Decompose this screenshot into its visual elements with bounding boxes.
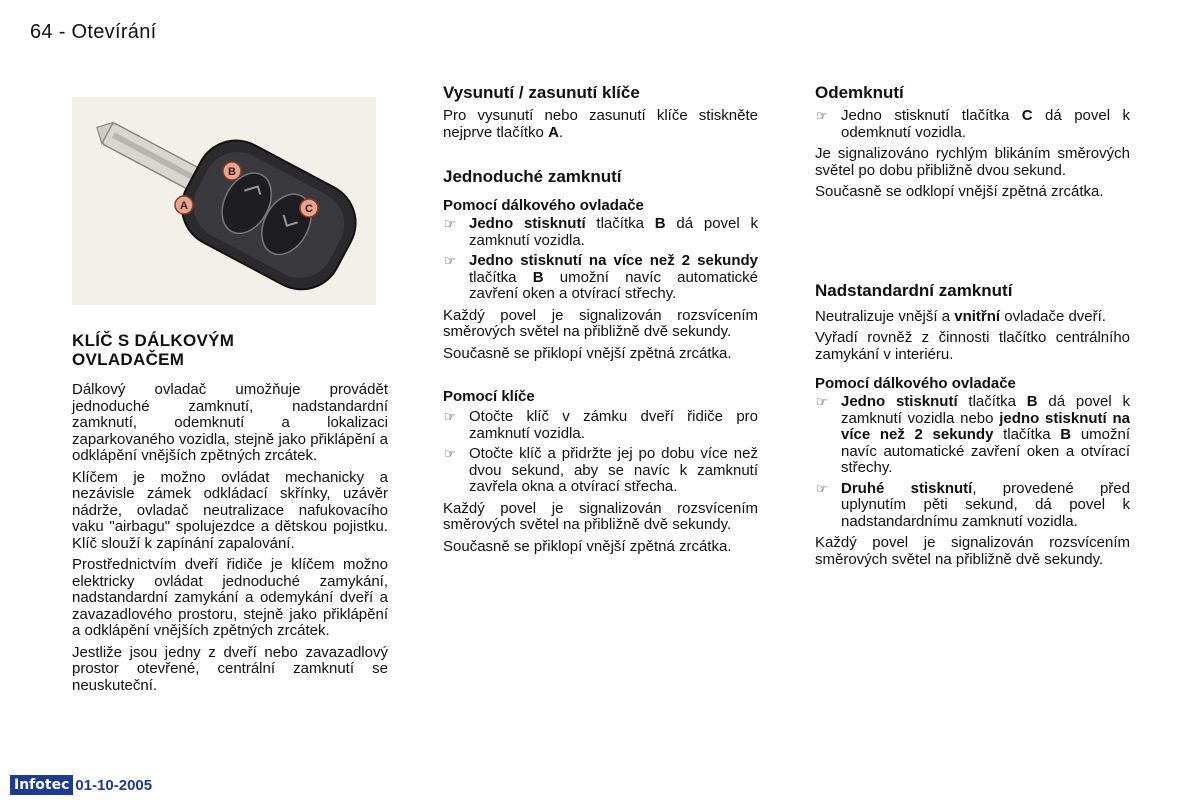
list-item: ☞ Jedno stisknutí tlačítka B dá povel k zamknutí vozidla nebo jedno stisknutí na více než 2 sekundy tlačítka B umožní navíc automatické zavření oken a otvírací střechy. <box>816 393 1131 476</box>
pointing-hand-icon: ☞ <box>816 480 828 496</box>
list-item: ☞ Otočte klíč a přidržte jej po dobu více než dvou sekund, aby se navíc k zamknutí zavřela okna a otvírací střecha. <box>444 445 758 495</box>
paragraph: Pro vysunutí nebo zasunutí klíče stiskněte nejprve tlačítko A. <box>443 107 758 141</box>
svg-text:B: B <box>228 166 236 178</box>
bullet-list <box>443 216 758 303</box>
callout-a <box>175 196 193 214</box>
page-header <box>30 21 157 44</box>
section-heading-key: KLÍČ S DÁLKOVÝM OVLADAČEM <box>72 331 235 369</box>
paragraph: Jestliže jsou jedny z dveří nebo zavazadlový prostor otevřené, centrální zamknutí se neuskuteční. <box>72 643 388 694</box>
infotec-logo: Infotec <box>10 775 73 795</box>
list-item: ☞ Jedno stisknutí tlačítka B dá povel k zamknutí vozidla. <box>444 215 758 249</box>
subheading-remote: Pomocí dálkového ovladače <box>443 197 644 214</box>
bullet-list <box>815 108 1130 141</box>
paragraph: Prostřednictvím dveří řidiče je klíčem možno elektricky ovládat jednoduché zamykání, nadstandardní zamykání a odemykání dveří a zavazadlového prostoru, stejně jako přiklápění a odklápění vnějších zpětných zrcátek. <box>72 556 388 639</box>
svg-text:A: A <box>180 200 188 212</box>
bullet-list <box>443 409 758 496</box>
paragraph: Současně se přiklopí vnější zpětná zrcátka. <box>443 344 732 362</box>
section-heading-simple-lock: Jednoduché zamknutí <box>443 167 622 186</box>
subheading-key: Pomocí klíče <box>443 388 535 405</box>
remote-key-fob-icon <box>72 97 376 305</box>
svg-text:C: C <box>305 203 313 215</box>
pointing-hand-icon: ☞ <box>816 108 828 123</box>
paragraph: Je signalizováno rychlým blikáním směrových světel po dobu přibližně dvou sekund. <box>815 145 1130 179</box>
paragraph: Vyřadí rovněž z činnosti tlačítko centrálního zamykání v interiéru. <box>815 329 1130 363</box>
section-heading-unlock: Odemknutí <box>815 83 904 102</box>
list-item: ☞ Otočte klíč v zámku dveří řidiče pro zamknutí vozidla. <box>444 408 758 442</box>
list-item: ☞ Jedno stisknutí na více než 2 sekundy tlačítka B umožní navíc automatické zavření oken a otvírací střechy. <box>444 252 758 302</box>
section-heading-deadlock: Nadstandardní zamknutí <box>815 280 1013 300</box>
column-2 <box>443 83 758 560</box>
callout-b <box>223 162 241 180</box>
key-fob-figure <box>72 97 376 305</box>
pointing-hand-icon: ☞ <box>444 216 456 231</box>
column-3 <box>815 83 1130 573</box>
bullet-list <box>815 394 1130 530</box>
paragraph: Současně se přiklopí vnější zpětná zrcátka. <box>443 537 732 555</box>
paragraph: Klíčem je možno ovládat mechanicky a nezávisle zámek odkládací skřínky, uzávěr nádrže, ovladač neutralizace nafukovacího vaku "airbagu" spolujezdce a dětskou pojistku. Klíč slouží k zapínání zapalování. <box>72 468 388 552</box>
list-item: ☞ Jedno stisknutí tlačítka C dá povel k odemknutí vozidla. <box>816 107 1130 141</box>
header-separator: - <box>58 21 66 43</box>
pointing-hand-icon: ☞ <box>816 394 828 409</box>
footer <box>10 775 152 795</box>
list-item: ☞ Druhé stisknutí, provedené před uplynutím pěti sekund, dá povel k nadstandardnímu zamknutí vozidla. <box>816 479 1130 530</box>
pointing-hand-icon: ☞ <box>444 253 456 268</box>
subheading-remote: Pomocí dálkového ovladače <box>815 375 1016 392</box>
paragraph: Každý povel je signalizován rozsvícením směrových světel na přibližně dvě sekundy. <box>443 499 758 533</box>
footer-date: 01-10-2005 <box>75 776 153 794</box>
page-number: 64 <box>30 21 53 43</box>
paragraph: Dálkový ovladač umožňuje provádět jednoduché zamknutí, nadstandardní zamknutí, odemknutí a lokalizaci zaparkovaného vozidla, stejně jako přiklápění a odklápění vnějších zpětných zrcátek. <box>72 381 388 464</box>
page-title: Otevírání <box>71 21 157 43</box>
column-1 <box>72 331 388 699</box>
paragraph: Současně se odklopí vnější zpětná zrcátka. <box>815 183 1104 200</box>
pointing-hand-icon: ☞ <box>444 446 456 461</box>
paragraph: Každý povel je signalizován rozsvícením směrových světel na přibližně dvě sekundy. <box>815 534 1130 568</box>
paragraph: Neutralizuje vnější a vnitřní ovladače dveří. <box>815 307 1106 325</box>
callout-c <box>300 199 318 217</box>
section-heading-key-eject: Vysunutí / zasunutí klíče <box>443 83 640 102</box>
pointing-hand-icon: ☞ <box>444 409 456 424</box>
paragraph: Každý povel je signalizován rozsvícením směrových světel na přibližně dvě sekundy. <box>443 306 758 340</box>
